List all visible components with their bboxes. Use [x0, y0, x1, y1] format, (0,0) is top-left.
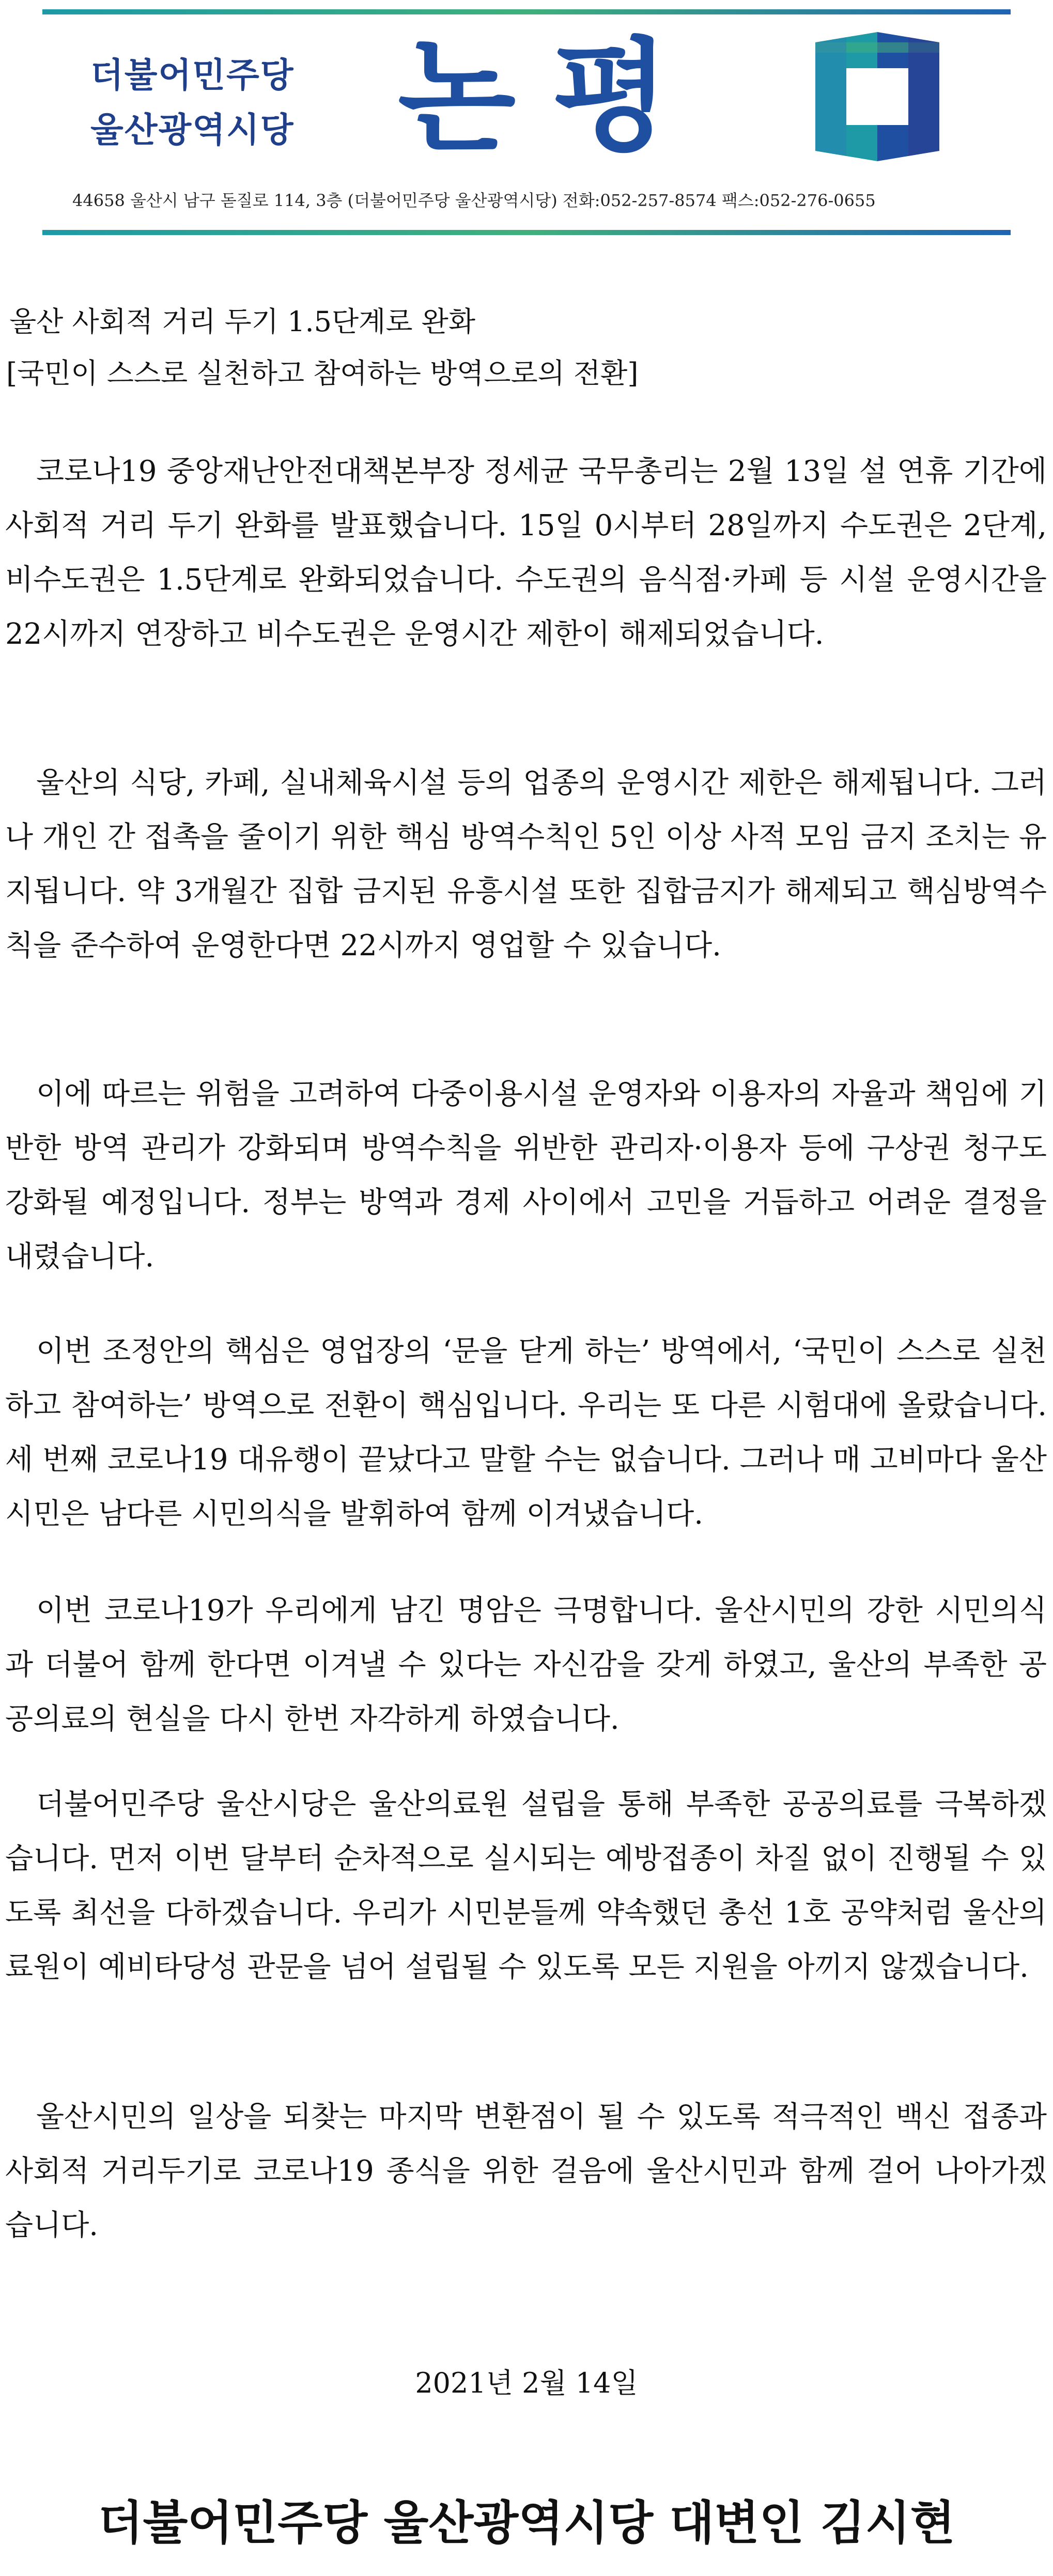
headline-subtitle: [국민이 스스로 실천하고 참여하는 방역으로의 전환]: [6, 357, 639, 390]
headline-title: 울산 사회적 거리 두기 1.5단계로 완화: [9, 305, 475, 338]
body-paragraph: 이에 따르는 위험을 고려하여 다중이용시설 운영자와 이용자의 자율과 책임에 기반한 방역 관리가 강화되며 방역수칙을 위반한 관리자·이용자 등에 구상권 청구도 강화될 예정입니다. 정부는 방역과 경제 사이에서 고민을 거듭하고 어려운 결정을 내렸습니다.: [5, 1077, 1047, 1274]
spokesperson-signature: 더불어민주당 울산광역시당 대변인 김시현: [98, 2496, 955, 2550]
party-name-line1: 더불어민주당: [90, 55, 295, 95]
document-type-title: 논평: [398, 26, 706, 168]
header-top-rule: [42, 9, 1011, 14]
party-logo-icon: [815, 32, 939, 161]
body-paragraph: 이번 코로나19가 우리에게 남긴 명암은 극명합니다. 울산시민의 강한 시민의식과 더불어 함께 한다면 이겨낼 수 있다는 자신감을 갖게 하였고, 울산의 부족한 공공의료의 현실을 다시 한번 자각하게 하였습니다.: [5, 1594, 1047, 1736]
header-bottom-rule: [42, 230, 1011, 235]
body-paragraph: 코로나19 중앙재난안전대책본부장 정세균 국무총리는 2월 13일 설 연휴 기간에 사회적 거리 두기 완화를 발표했습니다. 15일 0시부터 28일까지 수도권은 2단계, 비수도권은 1.5단계로 완화되었습니다. 수도권의 음식점·카페 등 시설 운영시간을 22시까지 연장하고 비수도권은 운영시간 제한이 해제되었습니다.: [5, 455, 1047, 651]
body-paragraph: 울산시민의 일상을 되찾는 마지막 변환점이 될 수 있도록 적극적인 백신 접종과 사회적 거리두기로 코로나19 종식을 위한 걸음에 울산시민과 함께 걸어 나아가겠습니다.: [5, 2100, 1047, 2242]
document-date: 2021년 2월 14일: [415, 2367, 638, 2399]
party-name-line2: 울산광역시당: [90, 110, 295, 150]
header-address: 44658 울산시 남구 돋질로 114, 3층 (더불어민주당 울산광역시당) 전화:052-257-8574 팩스:052-276-0655: [72, 191, 876, 210]
body-paragraph: 이번 조정안의 핵심은 영업장의 ‘문을 닫게 하는’ 방역에서, ‘국민이 스스로 실천하고 참여하는’ 방역으로 전환이 핵심입니다. 우리는 또 다른 시험대에 올랐습니다. 세 번째 코로나19 대유행이 끝났다고 말할 수는 없습니다. 그러나 매 고비마다 울산시민은 남다른 시민의식을 발휘하여 함께 이겨냈습니다.: [5, 1334, 1047, 1531]
body-paragraph: 더불어민주당 울산시당은 울산의료원 설립을 통해 부족한 공공의료를 극복하겠습니다. 먼저 이번 달부터 순차적으로 실시되는 예방접종이 차질 없이 진행될 수 있도록 최선을 다하겠습니다. 우리가 시민분들께 약속했던 총선 1호 공약처럼 울산의료원이 예비타당성 관문을 넘어 설립될 수 있도록 모든 지원을 아끼지 않겠습니다.: [5, 1788, 1047, 1984]
body-paragraph: 울산의 식당, 카페, 실내체육시설 등의 업종의 운영시간 제한은 해제됩니다. 그러나 개인 간 접촉을 줄이기 위한 핵심 방역수칙인 5인 이상 사적 모임 금지 조치는 유지됩니다. 약 3개월간 집합 금지된 유흥시설 또한 집합금지가 해제되고 핵심방역수칙을 준수하여 운영한다면 22시까지 영업할 수 있습니다.: [5, 766, 1047, 963]
